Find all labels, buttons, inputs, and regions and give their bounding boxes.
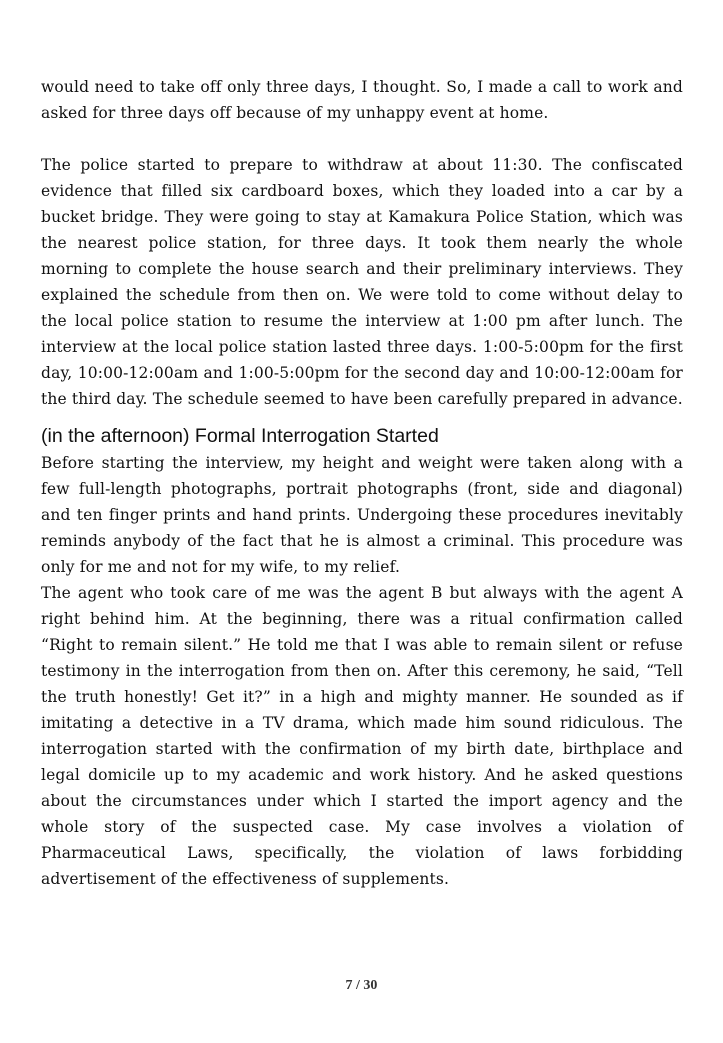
paragraph-procedures: Before starting the interview, my height and weight were taken along with a few full-length photographs, portrait photographs (front, side and diagonal) and ten finger prints and hand prints. Undergoing these procedures inevitably reminds anybody of the fact that he is almost a criminal. This procedure was only for me and not for my wife, to my relief. xyxy=(41,454,683,576)
document-body xyxy=(41,74,683,892)
section-heading: (in the afternoon) Formal Interrogation Started xyxy=(41,425,439,447)
paragraph-spacer xyxy=(41,126,683,152)
paragraph-continuation: would need to take off only three days, I thought. So, I made a call to work and asked for three days off because of my unhappy event at home. xyxy=(41,78,683,122)
paragraph-interrogation: The agent who took care of me was the agent B but always with the agent A right behind him. At the beginning, there was a ritual confirmation called “Right to remain silent.” He told me that I was able to remain silent or refuse testimony in the interrogation from then on. After this ceremony, he said, “Tell the truth honestly! Get it?” in a high and mighty manner. He sounded as if imitating a detective in a TV drama, which made him sound ridiculous. The interrogation started with the confirmation of my birth date, birthplace and legal domicile up to my academic and work history. And he asked questions about the circumstances under which I started the import agency and the whole story of the suspected case. My case involves a violation of Pharmaceutical Laws, specifically, the violation of laws forbidding advertisement of the effectiveness of supplements. xyxy=(41,584,683,888)
page-number: 7 / 30 xyxy=(345,978,378,993)
paragraph-police-withdraw: The police started to prepare to withdraw at about 11:30. The confiscated evidence that filled six cardboard boxes, which they loaded into a car by a bucket bridge. They were going to stay at Kamakura Police Station, which was the nearest police station, for three days. It took them nearly the whole morning to complete the house search and their preliminary interviews. They explained the schedule from then on. We were told to come without delay to the local police station to resume the interview at 1:00 pm after lunch. The interview at the local police station lasted three days. 1:00-5:00pm for the first day, 10:00-12:00am and 1:00-5:00pm for the second day and 10:00-12:00am for the third day. The schedule seemed to have been carefully prepared in advance. xyxy=(41,156,683,408)
